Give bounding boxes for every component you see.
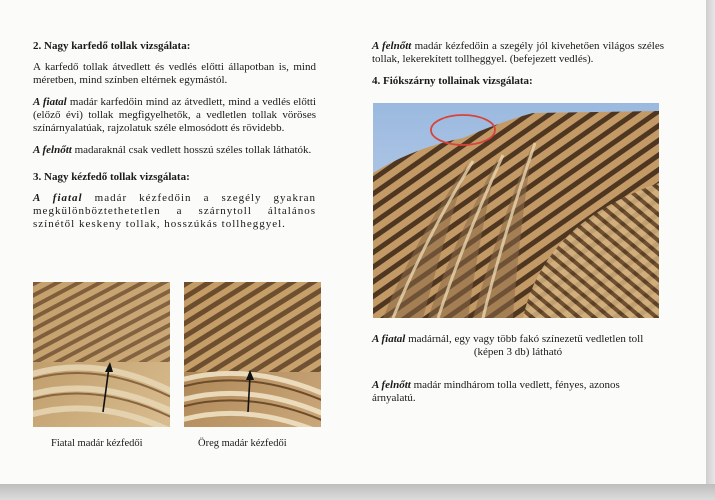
wing-image xyxy=(373,103,659,318)
covert-photos xyxy=(33,282,323,432)
paragraph-text: madár kézfedőin a szegély jól kivehetően világos széles tollak, lekerekített tollheggyel. (befejezett vedlés). xyxy=(372,40,664,65)
right-column xyxy=(372,40,664,96)
paragraph-text: madár karfedőin mind az átvedlett, mind a vedlés előtti (előző évi) tollak megfigyelhetők, a vedletlen tollak vöröses színárnyalatúak, rajzolatuk széle elmosódott és rövidebb. xyxy=(33,96,317,134)
caption-text-line2: (képen 3 db) látható xyxy=(473,346,563,358)
lead-fiatal: A fiatal xyxy=(33,192,83,204)
section-2-paragraph-2 xyxy=(33,96,316,135)
young-bird-covert-photo xyxy=(33,282,170,427)
feather-image xyxy=(184,282,321,427)
caption-text: madárnál, egy vagy több fakó színezetű vedletlen toll xyxy=(405,333,644,345)
caption-text: madár mindhárom tolla vedlett, fényes, azonos árnyalatú. xyxy=(372,379,620,404)
lead-felnott: A felnőtt xyxy=(372,40,412,52)
section-4-heading: 4. Fiókszárny tollainak vizsgálata: xyxy=(372,75,533,87)
section-3-paragraph-adult xyxy=(372,40,664,66)
old-bird-covert-photo xyxy=(184,282,321,427)
feather-image xyxy=(33,282,170,427)
alula-feathers-photo xyxy=(373,103,659,318)
lead-fiatal: A fiatal xyxy=(33,96,67,108)
caption-young-covert: Fiatal madár kézfedői xyxy=(51,438,143,449)
lead-felnott: A felnőtt xyxy=(372,379,411,391)
section-2-paragraph-1: A karfedő tollak átvedlett és vedlés előtti állapotban is, mind méretben, mind színben eltérnek egymástól. xyxy=(33,61,316,86)
caption-adult-alula xyxy=(372,379,642,405)
page-edge-bottom xyxy=(0,484,715,500)
caption-young-alula xyxy=(372,333,664,359)
section-3-paragraph xyxy=(33,192,316,231)
paragraph-text: madár kézfedőin a szegély gyakran megkülönböztethetetlen a szárnytoll általános színétől keskeny tollak, hosszúkás tollheggyel. xyxy=(33,192,316,230)
paragraph-text: madaraknál csak vedlett hosszú széles tollak láthatók. xyxy=(71,144,312,156)
section-3-heading: 3. Nagy kézfedő tollak vizsgálata: xyxy=(33,171,190,183)
section-2-heading: 2. Nagy karfedő tollak vizsgálata: xyxy=(33,40,191,52)
caption-old-covert: Öreg madár kézfedői xyxy=(198,438,287,449)
page-edge-right xyxy=(706,0,715,500)
lead-fiatal: A fiatal xyxy=(372,333,406,345)
section-2-paragraph-3 xyxy=(33,144,316,157)
lead-felnott: A felnőtt xyxy=(33,144,72,156)
left-column xyxy=(33,40,316,240)
